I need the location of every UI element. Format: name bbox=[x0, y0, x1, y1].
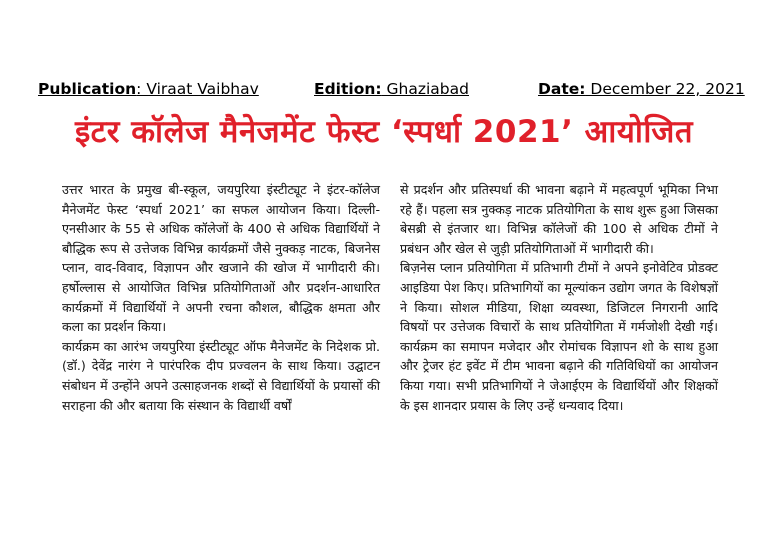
publication-label: Publication bbox=[38, 80, 137, 98]
publication-line bbox=[38, 80, 259, 98]
article-paragraph: से प्रदर्शन और प्रतिस्पर्धा की भावना बढ़ाने में महत्वपूर्ण भूमिका निभा रहे हैं। पहला सत्र नुक्कड़ नाटक प्रतियोगिता के साथ शुरू हुआ जिसका बेसब्री से इंतजार था। विभिन्न कॉलेजों की 100 से अधिक टीमों ने प्रबंधन और खेल से जुड़ी प्रतियोगिताओं में भागीदारी की। bbox=[400, 182, 718, 256]
article-column-right bbox=[400, 180, 718, 415]
edition-line bbox=[314, 80, 469, 98]
article-column-left bbox=[62, 180, 380, 415]
article-paragraph: उत्तर भारत के प्रमुख बी-स्कूल, जयपुरिया इंस्टीट्यूट ने इंटर-कॉलेज मैनेजमेंट फेस्ट ‘स्पर्धा 2021’ का सफल आयोजन किया। दिल्ली-एनसीआर के 55 से अधिक कॉलेजों के 400 से अधिक विद्यार्थियों ने बौद्धिक रूप से उत्तेजक विभिन्न कार्यक्रमों जैसे नुक्कड़ नाटक, बिजनेस प्लान, वाद-विवाद, विज्ञापन और खजाने की खोज में भागीदारी की। हर्षोल्लास से आयोजित विभिन्न प्रतियोगिताओं और प्रदर्शन-आधारित कार्यक्रमों में विद्यार्थियों ने अपनी रचना कौशल, बौद्धिक क्षमता और कला का प्रदर्शन किया। bbox=[62, 182, 380, 335]
date-line bbox=[538, 80, 745, 98]
article-paragraph: कार्यक्रम का आरंभ जयपुरिया इंस्टीट्यूट ऑफ मैनेजमेंट के निदेशक प्रो. (डॉ.) देवेंद्र नारंग ने पारंपरिक दीप प्रज्वलन के साथ किया। उद्घाटन संबोधन में उन्होंने अपने उत्साहजनक शब्दों से विद्यार्थियों के प्रयासों की सराहना की और बताया कि संस्थान के विद्यार्थी वर्षों bbox=[62, 338, 380, 413]
article-paragraph: बिज़नेस प्लान प्रतियोगिता में प्रतिभागी टीमों ने अपने इनोवेटिव प्रोडक्ट आइडिया पेश किए। प्रतिभागियों का मूल्यांकन उद्योग जगत के विशेषज्ञों ने किया। सोशल मीडिया, शिक्षा व्यवस्था, डिजिटल निगरानी आदि विषयों पर उत्तेजक विचारों के साथ प्रतियोगिता में गर्मजोशी देखी गई। कार्यक्रम का समापन मजेदार और रोमांचक विज्ञापन शो के साथ हुआ और ट्रेजर हंट इवेंट में टीम भावना बढ़ाने की गतिविधियों का आयोजन किया गया। सभी प्रतिभागियों ने जेआईएम के विद्यार्थियों और शिक्षकों के इस शानदार प्रयास के लिए उन्हें धन्यवाद दिया। bbox=[400, 260, 719, 413]
edition-label: Edition: bbox=[314, 80, 382, 98]
date-label: Date: bbox=[538, 80, 586, 98]
headline: इंटर कॉलेज मैनेजमेंट फेस्ट ‘स्पर्धा 2021’ आयोजित bbox=[74, 114, 694, 150]
date-value: December 22, 2021 bbox=[585, 80, 745, 98]
edition-value: Ghaziabad bbox=[381, 80, 469, 98]
publication-value: : Viraat Vaibhav bbox=[136, 80, 259, 98]
